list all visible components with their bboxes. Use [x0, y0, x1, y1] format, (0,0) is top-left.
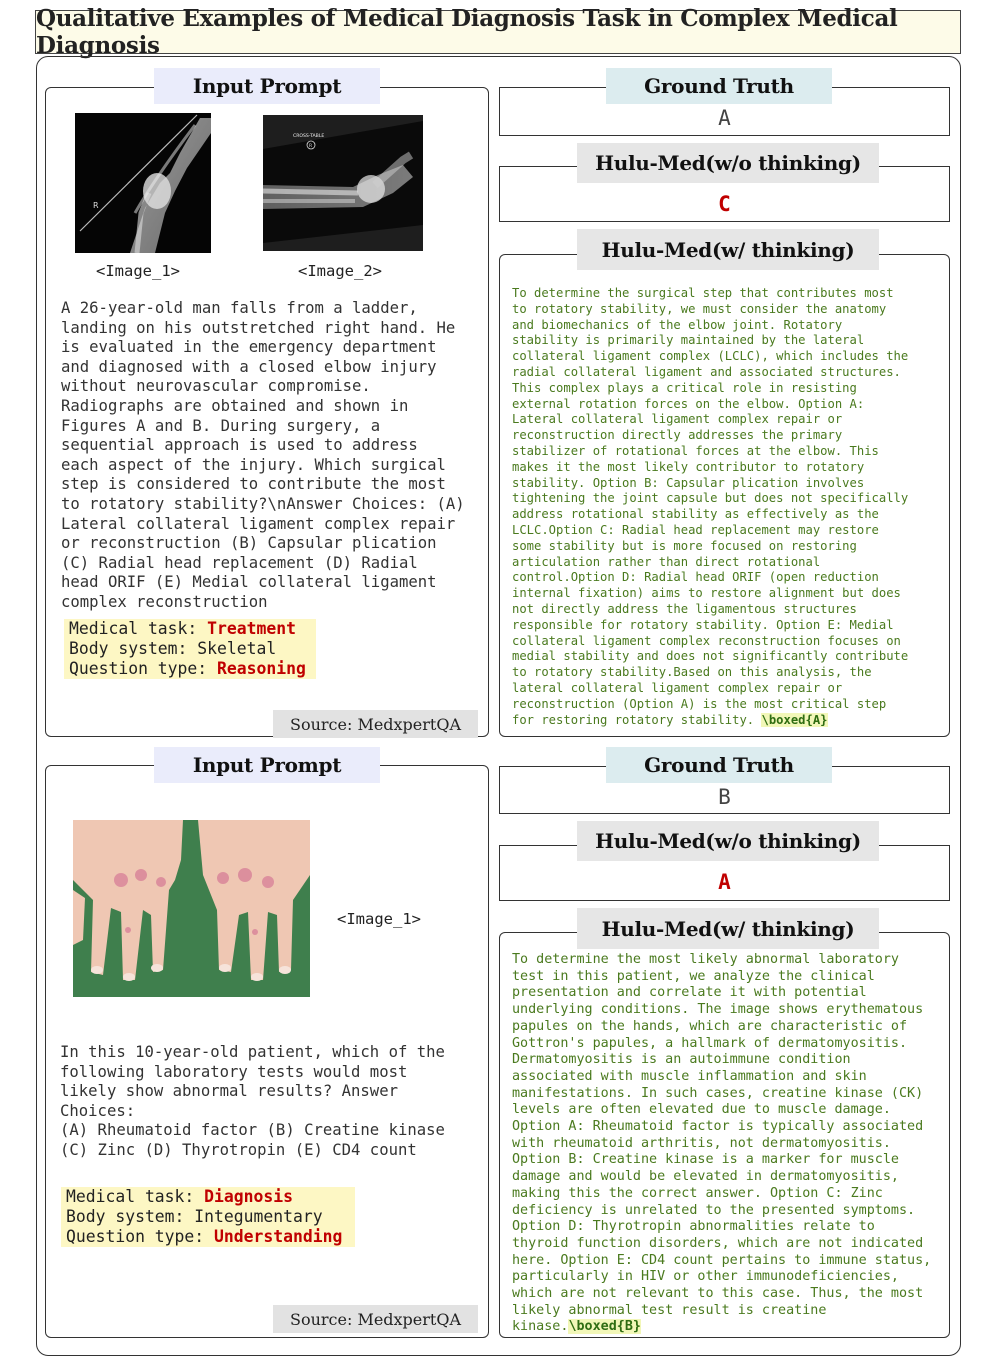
no-thinking-label-2: Hulu-Med(w/o thinking): [577, 821, 879, 861]
boxed-answer-1: \boxed{A}: [761, 712, 828, 727]
question-type-row: Question type: Understanding: [66, 1227, 343, 1246]
xray2-marker-r: R: [309, 144, 313, 149]
medical-task-row: Medical task: Treatment: [69, 619, 296, 638]
image-caption-1: <Image_1>: [96, 262, 180, 280]
body-system-value: Integumentary: [194, 1207, 323, 1226]
no-thinking-answer-1: C: [718, 192, 731, 216]
xray-label-cross-table: CROSS-TABLE: [293, 134, 325, 139]
body-system-row: Body system: Skeletal: [69, 639, 277, 658]
xray-image-1: [75, 113, 211, 253]
body-system-value: Skeletal: [197, 639, 277, 658]
question-text-2: In this 10-year-old patient, which of the following laboratory tests would most likely show abnormal results? Answer Choices: (A) Rheumatoid factor (B) Creatine kinase (C) Zinc (D) Thyrotropin (E) CD4 count: [60, 1043, 445, 1159]
thinking-text-2: To determine the most likely abnormal laboratory test in this patient, we analyze the clinical presentation and correlate it with potential underlying conditions. The image shows erythematous papules on the hands, which are characteristic of Gottron's papules, a hallmark of dermatomyositis. Dermatomyositis is an autoimmune condition associated with muscle inflammation and skin manifestations. In such cases, creatine kinase (CK) levels are often elevated due to muscle damage. Option A: Rheumatoid factor is typically associated with rheumatoid arthritis, not dermatomyositis. Option B: Creatine kinase is a marker for muscle damage and would be elevated in dermatomyositis, making this the correct answer. Option C: Zinc deficiency is unrelated to the presented symptoms. Option D: Thyrotropin abnormalities relate to thyroid function disorders, which are not indicated here. Option E: CD4 count pertains to immune status, particularly in HIV or other immunodeficiencies, which are not relevant to this case. Thus, the most likely abnormal test result is creatine kinase.\boxed{B}: [512, 952, 932, 1335]
question-type-row: Question type: Reasoning: [69, 659, 306, 678]
boxed-answer-2: \boxed{B}: [568, 1319, 641, 1335]
meta-box-2: [61, 1187, 355, 1247]
source-badge-1: Source: MedxpertQA: [273, 710, 478, 738]
xray-image-2: [263, 115, 423, 251]
input-prompt-label-1: Input Prompt: [154, 68, 380, 104]
question-text-1: A 26-year-old man falls from a ladder, landing on his outstretched right hand. He is evaluated in the emergency department and diagnosed with a closed elbow injury without neurovascular compromise. Radiographs are obtained and shown in Figures A and B. During surgery, a sequential approach is used to address each aspect of the injury. Which surgical step is considered to contribute the most to rotatory stability?\nAnswer Choices: (A) Lateral collateral ligament complex repair or reconstruction (B) Capsular plication (C) Radial head replacement (D) Radial head ORIF (E) Medial collateral ligament complex reconstruction: [61, 299, 465, 611]
xray-marker-r: R: [93, 201, 99, 210]
medical-task-row: Medical task: Diagnosis: [66, 1187, 293, 1206]
meta-box-1: [64, 619, 316, 679]
hands-photo: [73, 820, 310, 997]
ground-truth-label-2: Ground Truth: [606, 747, 832, 783]
image-caption-3: <Image_1>: [337, 910, 421, 928]
body-system-row: Body system: Integumentary: [66, 1207, 323, 1226]
ground-truth-label-1: Ground Truth: [606, 68, 832, 104]
input-prompt-label-2: Input Prompt: [154, 747, 380, 783]
medical-task-value: Diagnosis: [204, 1187, 293, 1206]
source-badge-2: Source: MedxpertQA: [273, 1305, 478, 1333]
image-caption-2: <Image_2>: [298, 262, 382, 280]
ground-truth-answer-1: A: [718, 106, 731, 130]
ground-truth-answer-2: B: [718, 785, 731, 809]
no-thinking-label-1: Hulu-Med(w/o thinking): [577, 143, 879, 183]
page-title: Qualitative Examples of Medical Diagnosis Task in Complex Medical Diagnosis: [35, 10, 961, 54]
question-type-value: Reasoning: [217, 659, 306, 678]
thinking-label-2: Hulu-Med(w/ thinking): [577, 908, 879, 949]
medical-task-value: Treatment: [207, 619, 296, 638]
question-type-value: Understanding: [214, 1227, 343, 1246]
no-thinking-answer-2: A: [718, 870, 731, 894]
thinking-text-1: To determine the surgical step that contributes most to rotatory stability, we must consider the anatomy and biomechanics of the elbow joint. Rotatory stability is primarily maintained by the lateral collateral ligament complex (LCLC), which includes the radial collateral ligament and associated structures. This complex plays a critical role in resisting external rotation forces on the elbow. Option A: Lateral collateral ligament complex repair or reconstruction directly addresses the primary stabilizer of rotational forces at the elbow. This makes it the most likely contributor to rotatory stability. Option B: Capsular plication involves tightening the joint capsule but does not specifically address rotational stability as effectively as the LCLC.Option C: Radial head replacement may restore some stability but is more focused on restoring articulation rather than direct rotational control.Option D: Radial head ORIF (open reduction internal fixation) aims to restore alignment but does not directly address the ligamentous structures responsible for rotatory stability. Option E: Medial collateral ligament complex reconstruction focuses on medial stability and does not significantly contribute to rotatory stability.Based on this analysis, the lateral collateral ligament complex repair or reconstruction (Option A) is the most critical step for restoring rotatory stability. \boxed{A}: [512, 286, 909, 727]
thinking-label-1: Hulu-Med(w/ thinking): [577, 229, 879, 270]
